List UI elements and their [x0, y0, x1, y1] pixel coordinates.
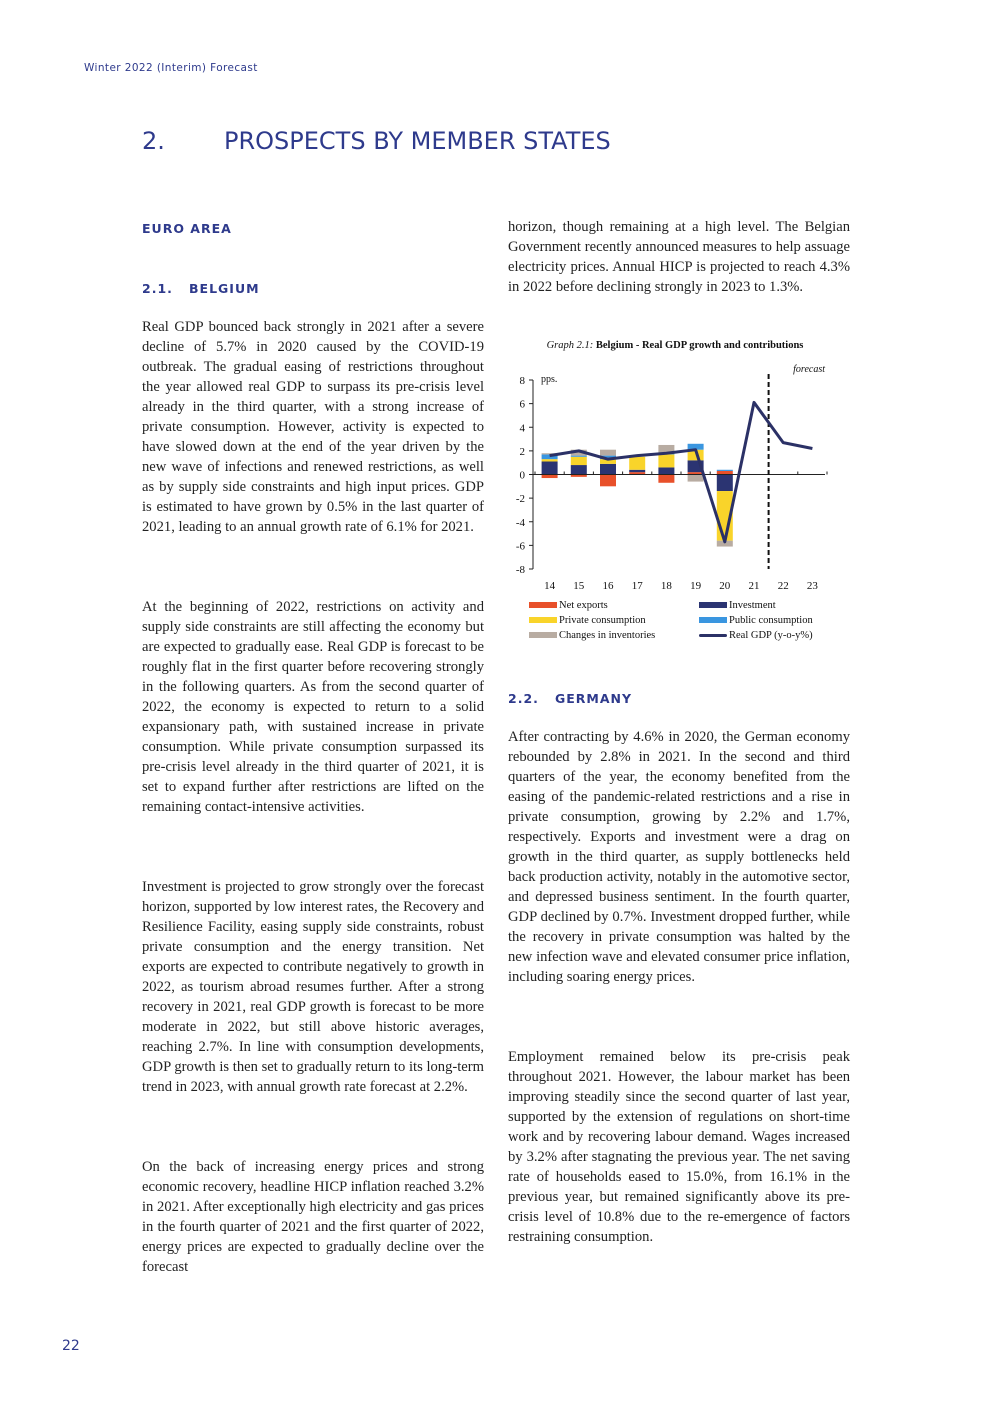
legend-swatch [529, 617, 557, 623]
svg-text:19: 19 [690, 580, 702, 592]
svg-text:-2: -2 [515, 493, 525, 506]
legend-swatch [529, 602, 557, 608]
svg-text:15: 15 [573, 580, 585, 592]
svg-text:8: 8 [519, 375, 525, 387]
svg-text:6: 6 [519, 398, 525, 411]
legend-swatch [699, 617, 727, 623]
svg-text:-6: -6 [515, 540, 525, 553]
legend-label: Changes in inventories [559, 629, 656, 641]
chapter-heading [142, 127, 611, 155]
svg-text:18: 18 [660, 580, 672, 592]
chapter-title: PROSPECTS BY MEMBER STATES [224, 127, 611, 155]
legend-label: Investment [729, 599, 776, 611]
legend-public-consumption [699, 613, 813, 627]
svg-text:2: 2 [519, 445, 525, 458]
running-header: Winter 2022 (Interim) Forecast [84, 62, 258, 74]
section-group-heading: EURO AREA [142, 221, 232, 236]
paragraph-belgium-2: At the beginning of 2022, restrictions on activity and supply side constraints are still affecting the economy but are expected to gradually ease. Real GDP is forecast to be roughly flat in the first quarter before recovering strongly in the following quarters. As from the second quarter of 2022, the economy is expected to return to a solid expansionary path, with sustained increase in private consumption. While private consumption surpassed its pre-crisis level already in the third quarter of 2021, it is set to expand further after restrictions are lifted on the remaining contact-intensive activities. [142, 599, 484, 815]
paragraph-germany-1: After contracting by 4.6% in 2020, the German economy rebounded by 2.8% in 2021. In the second and third quarters of the year, the economy benefited from the easing of the pandemic-related restrictions and a rise in private consumption, growing by 2.2% and 1.7%, respectively. Exports and investment were a drag on growth in the third quarter, as supply bottlenecks held back production activity, notably in the automotive sector, and depressed business sentiment. In the fourth quarter, GDP declined by 0.7%. Investment dropped further, while the recovery in private consumption was halted by the new infection wave and elevated consumer price inflation, including soaring energy prices. [508, 729, 850, 985]
section-number: 2.2. [508, 691, 539, 706]
legend-label: Net exports [559, 599, 608, 611]
paragraph-belgium-5: horizon, though remaining at a high level. The Belgian Government recently announced measures to help assuage electricity prices. Annual HICP is projected to reach 4.3% in 2022 before declining strongly in 2023 to 1.3%. [508, 219, 850, 295]
legend-net-exports [529, 598, 608, 612]
svg-text:forecast: forecast [793, 364, 825, 375]
svg-text:-4: -4 [515, 516, 525, 529]
paragraph-belgium-1: Real GDP bounced back strongly in 2021 after a severe decline of 5.7% in 2020 caused by the COVID-19 outbreak. The gradual easing of restrictions throughout the year allowed real GDP to surpass its pre-crisis level already in the third quarter, with a strong increase of private consumption. However, activity is expected to have slowed down at the end of the year driven by the new wave of infections and renewed restrictions, as well as by supply side constraints and high input prices. GDP is estimated to have grown by 0.5% in the last quarter of 2021, leading to an annual growth rate of 6.1% for 2021. [142, 319, 484, 535]
legend-label: Private consumption [559, 614, 646, 626]
legend-investment [699, 598, 776, 612]
chapter-number: 2. [142, 127, 165, 155]
paragraph-belgium-4: On the back of increasing energy prices and strong economic recovery, headline HICP inflation reached 3.2% in 2021. After exceptionally high electricity and gas prices in the fourth quarter of 2021 and the first quarter of 2022, energy prices are expected to gradually decline over the forecast [142, 1159, 484, 1275]
svg-text:16: 16 [602, 580, 614, 592]
svg-text:pps.: pps. [541, 374, 558, 385]
svg-text:20: 20 [719, 580, 731, 592]
legend-label: Public consumption [729, 614, 813, 626]
svg-text:14: 14 [544, 580, 556, 592]
legend-swatch [699, 634, 727, 637]
paragraph-belgium-3: Investment is projected to grow strongly over the forecast horizon, supported by low interest rates, the Recovery and Resilience Facility, easing supply side constraints, robust private consumption and the energy transition. Net exports are expected to contribute negatively to growth in 2022, as tourism abroad resumes further. After a strong recovery in 2021, real GDP growth is forecast to be more moderate in 2022, but still above historic averages, reaching 2.7%. In line with consumption developments, GDP growth is then set to gradually return to its long-term trend in 2023, with annual growth rate forecast at 2.2%. [142, 879, 484, 1095]
legend-swatch [699, 602, 727, 608]
legend-private-consumption [529, 613, 646, 627]
section-title: GERMANY [555, 691, 633, 706]
svg-text:22: 22 [777, 580, 789, 592]
section-number: 2.1. [142, 281, 173, 296]
svg-text:17: 17 [631, 580, 643, 592]
page-number: 22 [62, 1338, 80, 1354]
legend-label: Real GDP (y-o-y%) [729, 629, 813, 641]
svg-text:21: 21 [748, 580, 760, 592]
section-heading-germany [508, 691, 632, 706]
svg-text:-8: -8 [515, 564, 525, 576]
chart-plot [505, 336, 845, 598]
svg-text:0: 0 [519, 469, 525, 482]
svg-text:23: 23 [806, 580, 818, 592]
legend-changes-in-inventories [529, 628, 655, 642]
legend-real-gdp [699, 628, 813, 642]
section-title: BELGIUM [189, 281, 260, 296]
graph-belgium-gdp [505, 336, 845, 646]
chart-title-prefix: Graph 2.1: [546, 340, 594, 351]
paragraph-germany-2: Employment remained below its pre-crisis peak throughout 2021. However, the labour market has been improving steadily since the second quarter of last year, supported by the extension of regulations on short-time work and by recovering labour demand. Wages increased by 3.2% after stagnating the previous year. The net saving rate of households eased to 15.0%, from 16.1% in the previous year, but remained significantly above its pre-crisis level of 10.8% due to the re-emergence of factors restraining consumption. [508, 1049, 850, 1245]
legend-swatch [529, 632, 557, 638]
chart-title-text: Belgium - Real GDP growth and contributions [595, 340, 804, 351]
section-heading-belgium [142, 281, 260, 296]
svg-text:4: 4 [519, 422, 525, 435]
